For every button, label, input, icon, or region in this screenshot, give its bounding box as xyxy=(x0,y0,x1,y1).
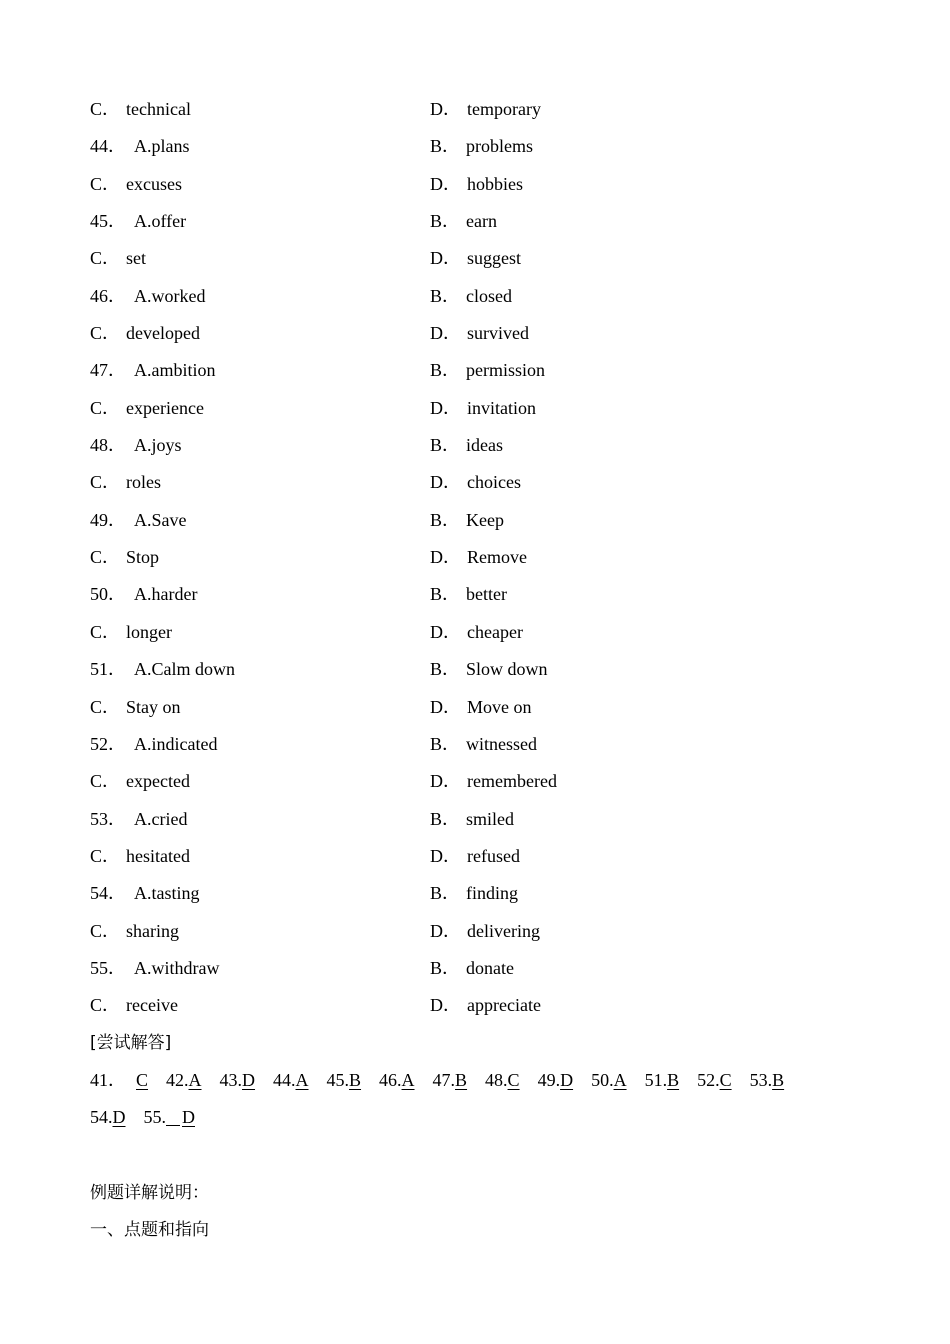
option-label: D． xyxy=(430,920,461,941)
option-label: 51． xyxy=(90,659,126,680)
option-text: Remove xyxy=(467,547,527,568)
answer-item xyxy=(144,1099,196,1136)
option-text: hesitated xyxy=(126,845,190,866)
option-row xyxy=(90,875,890,912)
option-label: D． xyxy=(430,397,461,418)
option-label: D． xyxy=(430,323,461,344)
option-left xyxy=(90,128,190,165)
option-text: A.offer xyxy=(134,211,187,232)
option-text: refused xyxy=(467,845,520,866)
option-text: A.ambition xyxy=(134,360,216,381)
option-text: delivering xyxy=(467,920,540,941)
option-right xyxy=(430,539,527,576)
answer-number: 41． xyxy=(90,1070,126,1090)
option-text: problems xyxy=(466,136,534,157)
option-right xyxy=(430,128,533,165)
answer-item xyxy=(166,1062,202,1099)
option-text: A.worked xyxy=(134,285,206,306)
answer-item xyxy=(485,1062,520,1099)
option-label: D． xyxy=(430,845,461,866)
option-right xyxy=(430,203,497,240)
answer-number: 44. xyxy=(273,1070,296,1090)
option-text: excuses xyxy=(126,173,182,194)
option-label: C． xyxy=(90,248,121,269)
option-text: earn xyxy=(466,211,497,232)
option-row xyxy=(90,166,890,203)
option-left xyxy=(90,651,235,688)
option-row xyxy=(90,539,890,576)
option-label: C． xyxy=(90,173,121,194)
option-label: D． xyxy=(430,248,461,269)
option-label: 48． xyxy=(90,435,126,456)
answer-number: 47. xyxy=(432,1070,456,1090)
option-right xyxy=(430,315,529,352)
option-right xyxy=(430,91,541,128)
answer-number: 49. xyxy=(537,1070,561,1090)
option-text: technical xyxy=(126,99,191,119)
answer-letter: B xyxy=(349,1070,362,1090)
option-text: ideas xyxy=(466,435,503,456)
option-row xyxy=(90,614,890,651)
answer-number: 48. xyxy=(485,1070,508,1090)
option-right xyxy=(430,726,537,763)
option-text: A.plans xyxy=(134,136,190,157)
option-right xyxy=(430,614,523,651)
option-text: A.Calm down xyxy=(134,659,235,680)
answer-letter: A xyxy=(295,1070,309,1090)
option-row xyxy=(90,576,890,613)
answer-number: 53. xyxy=(749,1070,773,1090)
option-left xyxy=(90,614,172,651)
option-row xyxy=(90,278,890,315)
answer-letter: D xyxy=(560,1070,574,1090)
option-text: smiled xyxy=(466,808,515,829)
option-label: B． xyxy=(430,211,461,232)
option-row xyxy=(90,464,890,501)
option-label: B． xyxy=(430,808,461,829)
option-label: D． xyxy=(430,995,461,1016)
option-label: C． xyxy=(90,696,121,717)
option-text: Stop xyxy=(126,547,160,568)
option-left xyxy=(90,352,216,389)
answer-number: 51. xyxy=(644,1070,668,1090)
option-right xyxy=(430,763,557,800)
option-left xyxy=(90,950,219,987)
explanation-heading: 例题详解说明： xyxy=(90,1183,209,1203)
option-label: D． xyxy=(430,621,461,642)
answer-letter: A xyxy=(401,1070,415,1090)
option-text: suggest xyxy=(467,248,521,269)
answer-number: 50. xyxy=(591,1070,614,1090)
option-label: D． xyxy=(430,472,461,493)
option-left xyxy=(90,315,200,352)
option-label: 52． xyxy=(90,733,126,754)
option-left xyxy=(90,427,182,464)
option-text: set xyxy=(126,248,147,269)
answer-item xyxy=(379,1062,415,1099)
option-text: Slow down xyxy=(466,659,548,680)
option-right xyxy=(430,278,512,315)
option-text: experience xyxy=(126,397,204,418)
answer-letter: C xyxy=(507,1070,520,1090)
option-left xyxy=(90,502,187,539)
option-label: 54． xyxy=(90,883,126,904)
option-left xyxy=(90,726,217,763)
option-right xyxy=(430,390,536,427)
option-row xyxy=(90,91,890,128)
option-left xyxy=(90,576,197,613)
option-text: developed xyxy=(126,323,200,344)
option-right xyxy=(430,240,521,277)
option-text: hobbies xyxy=(467,173,523,194)
option-label: B． xyxy=(430,659,461,680)
option-label: 47． xyxy=(90,360,126,381)
answer-number: 55. xyxy=(143,1107,166,1128)
option-row xyxy=(90,352,890,389)
option-label: D． xyxy=(430,771,461,792)
option-text: A.indicated xyxy=(134,733,218,754)
option-row xyxy=(90,128,890,165)
answer-letter: C xyxy=(719,1070,732,1090)
answer-item xyxy=(750,1062,785,1099)
option-right xyxy=(430,502,504,539)
option-label: B． xyxy=(430,360,461,381)
answer-number: 46. xyxy=(379,1070,402,1090)
option-row xyxy=(90,240,890,277)
option-label: D． xyxy=(430,99,461,119)
option-right xyxy=(430,576,507,613)
option-left xyxy=(90,390,204,427)
answer-letter: D xyxy=(182,1107,195,1128)
option-label: 45． xyxy=(90,211,126,232)
option-left xyxy=(90,91,191,128)
option-right xyxy=(430,913,540,950)
option-left xyxy=(90,987,178,1024)
option-text: Stay on xyxy=(126,696,181,717)
option-label: C． xyxy=(90,995,121,1016)
option-row xyxy=(90,390,890,427)
answer-letter: A xyxy=(188,1070,202,1090)
answer-number: 42. xyxy=(166,1070,189,1090)
answer-blank xyxy=(166,1125,180,1126)
option-left xyxy=(90,689,181,726)
option-left xyxy=(90,763,190,800)
option-label: C． xyxy=(90,472,121,493)
option-label: 49． xyxy=(90,509,126,530)
option-right xyxy=(430,166,523,203)
answer-item xyxy=(697,1062,732,1099)
option-text: sharing xyxy=(126,920,180,941)
option-text: longer xyxy=(126,621,172,642)
option-label: B． xyxy=(430,584,461,605)
answer-number: 52. xyxy=(697,1070,720,1090)
answer-heading: [尝试解答] xyxy=(90,1033,172,1053)
option-label: D． xyxy=(430,173,461,194)
answer-letter: A xyxy=(613,1070,627,1090)
option-left xyxy=(90,838,190,875)
option-row xyxy=(90,689,890,726)
option-right xyxy=(430,651,548,688)
option-row xyxy=(90,838,890,875)
option-text: donate xyxy=(466,957,514,978)
answer-letter: C xyxy=(136,1070,149,1090)
option-text: invitation xyxy=(467,397,536,418)
answer-letter: D xyxy=(242,1070,256,1090)
option-right xyxy=(430,427,503,464)
option-label: C． xyxy=(90,621,121,642)
option-right xyxy=(430,464,521,501)
option-left xyxy=(90,203,186,240)
option-left xyxy=(90,240,146,277)
option-label: 44． xyxy=(90,136,126,157)
answer-item xyxy=(538,1062,574,1099)
option-right xyxy=(430,875,518,912)
option-label: C． xyxy=(90,771,121,792)
options-list xyxy=(90,91,890,1025)
answer-letter: D xyxy=(112,1107,126,1128)
option-text: appreciate xyxy=(467,995,541,1016)
option-label: B． xyxy=(430,883,461,904)
option-label: C． xyxy=(90,323,121,344)
answer-letter: B xyxy=(667,1070,680,1090)
option-text: remembered xyxy=(467,771,557,792)
option-text: better xyxy=(466,584,507,605)
option-text: expected xyxy=(126,771,190,792)
option-text: roles xyxy=(126,472,162,493)
option-text: temporary xyxy=(467,99,541,119)
option-left xyxy=(90,166,182,203)
option-right xyxy=(430,987,541,1024)
option-right xyxy=(430,838,520,875)
option-text: permission xyxy=(466,360,546,381)
option-left xyxy=(90,875,200,912)
option-left xyxy=(90,801,187,838)
option-text: finding xyxy=(466,883,519,904)
option-label: D． xyxy=(430,696,461,717)
answer-item xyxy=(90,1099,126,1136)
option-label: B． xyxy=(430,435,461,456)
option-label: C． xyxy=(90,99,121,119)
option-right xyxy=(430,801,514,838)
answer-item xyxy=(433,1062,468,1099)
option-label: B． xyxy=(430,733,461,754)
option-text: A.joys xyxy=(134,435,182,456)
option-text: receive xyxy=(126,995,178,1016)
option-label: 50． xyxy=(90,584,126,605)
option-label: 53． xyxy=(90,808,126,829)
option-label: B． xyxy=(430,285,461,306)
option-text: survived xyxy=(467,323,529,344)
option-label: C． xyxy=(90,845,121,866)
answer-item xyxy=(645,1062,680,1099)
option-row xyxy=(90,913,890,950)
option-row xyxy=(90,726,890,763)
option-text: A.tasting xyxy=(134,883,200,904)
answer-key xyxy=(90,1062,880,1137)
option-text: A.cried xyxy=(134,808,188,829)
option-right xyxy=(430,352,545,389)
option-text: A.withdraw xyxy=(134,957,220,978)
option-row xyxy=(90,763,890,800)
option-label: C． xyxy=(90,397,121,418)
option-label: C． xyxy=(90,920,121,941)
answer-letter: B xyxy=(455,1070,468,1090)
option-row xyxy=(90,987,890,1024)
option-text: Move on xyxy=(467,696,532,717)
answer-line-1 xyxy=(90,1062,880,1099)
option-left xyxy=(90,464,161,501)
option-text: witnessed xyxy=(466,733,538,754)
option-text: closed xyxy=(466,285,512,306)
option-row xyxy=(90,427,890,464)
option-text: A.harder xyxy=(134,584,198,605)
option-row xyxy=(90,801,890,838)
option-left xyxy=(90,539,159,576)
option-label: D． xyxy=(430,547,461,568)
section-heading: 一、点题和指向 xyxy=(90,1220,209,1240)
option-text: cheaper xyxy=(467,621,523,642)
answer-line-2 xyxy=(90,1099,880,1136)
option-label: 55． xyxy=(90,957,126,978)
answer-item xyxy=(591,1062,627,1099)
answer-number: 54. xyxy=(90,1107,113,1128)
answer-number: 45. xyxy=(326,1070,350,1090)
answer-item xyxy=(220,1062,256,1099)
option-left xyxy=(90,913,179,950)
answer-item xyxy=(90,1062,148,1099)
option-text: choices xyxy=(467,472,521,493)
option-text: A.Save xyxy=(134,509,187,530)
option-row xyxy=(90,651,890,688)
option-label: 46． xyxy=(90,285,126,306)
option-row xyxy=(90,203,890,240)
option-label: C． xyxy=(90,547,121,568)
answer-item xyxy=(327,1062,362,1099)
option-row xyxy=(90,315,890,352)
option-row xyxy=(90,950,890,987)
answer-letter: B xyxy=(772,1070,785,1090)
option-left xyxy=(90,278,205,315)
option-right xyxy=(430,950,514,987)
option-label: B． xyxy=(430,957,461,978)
option-label: B． xyxy=(430,136,461,157)
option-text: Keep xyxy=(466,509,504,530)
answer-item xyxy=(273,1062,309,1099)
option-right xyxy=(430,689,532,726)
option-row xyxy=(90,502,890,539)
option-label: B． xyxy=(430,509,461,530)
answer-number: 43. xyxy=(219,1070,243,1090)
